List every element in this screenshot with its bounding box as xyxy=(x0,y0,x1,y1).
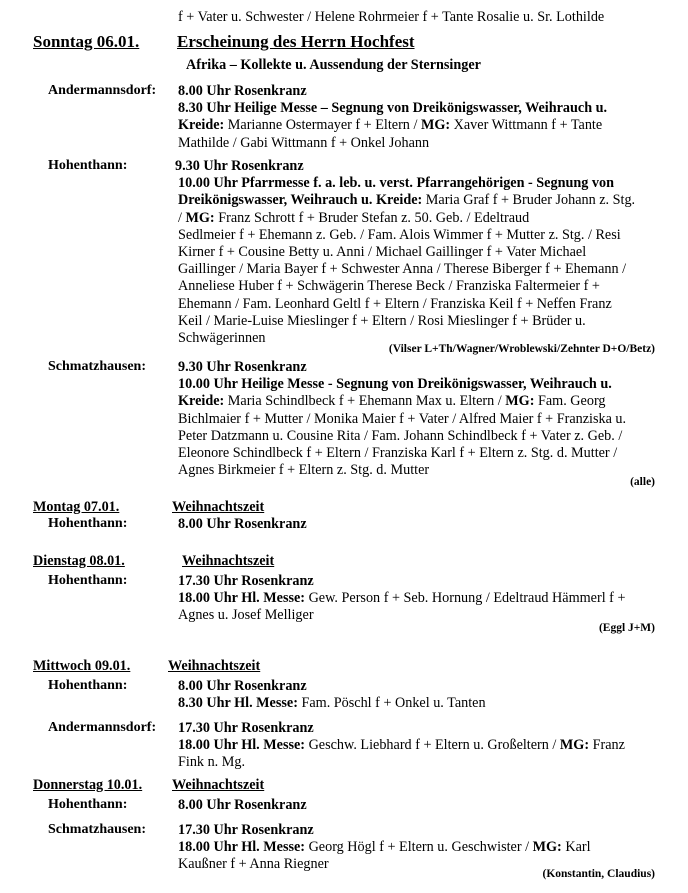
place-hohenthann: Hohenthann: xyxy=(48,158,128,173)
place-hohenthann: Hohenthann: xyxy=(48,678,128,693)
text-line xyxy=(178,135,658,152)
text-line xyxy=(178,590,658,607)
text-line xyxy=(178,393,658,410)
mass-text xyxy=(178,100,658,152)
text-segment: Agnes Birkmeier f + Eltern z. Stg. d. Mutter xyxy=(178,462,430,479)
text-segment: MG: xyxy=(185,209,219,226)
text-segment: Ehemann / Fam. Leonhard Geltl f + Eltern / Franziska Keil f + Neffen Franz xyxy=(178,295,612,312)
text-segment: 8.30 Uhr Heilige Messe – Segnung von Dreikönigswasser, Weihrauch u. xyxy=(178,100,608,117)
rosary-time: 9.30 Uhr Rosenkranz xyxy=(178,359,307,375)
mass-text xyxy=(178,590,658,624)
text-segment: Bichlmaier f + Mutter / Monika Maier f + Vater / Alfred Maier f + Franziska u. xyxy=(178,410,627,427)
text-line xyxy=(178,737,658,754)
text-segment: 10.00 Uhr Pfarrmesse f. a. leb. u. verst. Pfarrangehörigen - Segnung von xyxy=(178,175,614,192)
text-segment: Anneliese Huber f + Schwägerin Therese Beck / Franziska Faltermeier f + xyxy=(178,278,600,295)
text-line xyxy=(178,261,655,278)
day-heading-monday: Montag 07.01. xyxy=(33,499,120,515)
text-line xyxy=(178,296,655,313)
schedule-hohenthann-sunday xyxy=(175,158,655,347)
text-line xyxy=(178,839,658,856)
season-wednesday: Weihnachtszeit xyxy=(168,658,261,674)
rosary-time: 8.00 Uhr Rosenkranz xyxy=(178,797,307,813)
text-segment: / xyxy=(178,209,186,226)
text-line xyxy=(178,192,655,209)
mass-text xyxy=(178,376,658,479)
text-segment: Maria Graf f + Bruder Johann z. Stg. xyxy=(425,192,636,209)
season-monday: Weihnachtszeit xyxy=(172,499,265,515)
text-line xyxy=(178,462,658,479)
signature-tuesday: (Eggl J+M) xyxy=(598,622,655,634)
text-segment: 18.00 Uhr Hl. Messe: xyxy=(178,737,309,754)
text-segment: Fink n. Mg. xyxy=(178,754,246,771)
text-segment: Geschw. Liebhard f + Eltern u. Großeltern / xyxy=(308,737,560,754)
text-segment: 8.30 Uhr Hl. Messe: xyxy=(178,695,302,712)
text-segment: Peter Datzmann u. Cousine Rita / Fam. Johann Schindlbeck f + Vater z. Geb. / xyxy=(178,427,623,444)
rosary-time: 17.30 Uhr Rosenkranz xyxy=(178,720,314,736)
text-segment: Eleonore Schindlbeck f + Eltern / Franziska Karl f + Eltern z. Stg. d. Mutter / xyxy=(178,445,618,462)
text-segment: Kaußner f + Anna Riegner xyxy=(178,856,329,873)
signature-thursday: (Konstantin, Claudius) xyxy=(542,868,655,880)
text-line xyxy=(178,244,655,261)
rosary-time: 9.30 Uhr Rosenkranz xyxy=(175,158,304,174)
text-line xyxy=(178,607,658,624)
place-andermannsdorf: Andermannsdorf: xyxy=(48,83,157,98)
text-segment: Dreikönigswasser, Weihrauch u. Kreide: xyxy=(178,192,426,209)
day-heading-thursday: Donnerstag 10.01. xyxy=(33,777,143,793)
text-line xyxy=(178,754,658,771)
text-line xyxy=(178,376,658,393)
day-heading-tuesday: Dienstag 08.01. xyxy=(33,553,125,569)
text-segment: Gew. Person f + Seb. Hornung / Edeltraud Hämmerl f + xyxy=(308,590,626,607)
mass-text xyxy=(178,175,655,347)
rosary-time: 8.00 Uhr Rosenkranz xyxy=(178,678,307,694)
text-segment: 18.00 Uhr Hl. Messe: xyxy=(178,590,309,607)
season-tuesday: Weihnachtszeit xyxy=(182,553,275,569)
text-segment: Agnes u. Josef Melliger xyxy=(178,607,314,624)
schedule-schmatzhausen-thursday xyxy=(178,822,658,874)
text-segment: Xaver Wittmann f + Tante xyxy=(453,117,603,134)
text-segment: Karl xyxy=(565,839,591,856)
day-heading-sunday: Sonntag 06.01. xyxy=(33,32,140,51)
schedule-hohenthann-monday xyxy=(178,516,658,533)
text-segment: MG: xyxy=(559,737,593,754)
schedule-hohenthann-wednesday xyxy=(178,678,658,712)
place-andermannsdorf: Andermannsdorf: xyxy=(48,720,157,735)
signature-schmatzhausen: (alle) xyxy=(630,476,655,488)
text-line xyxy=(178,117,658,134)
text-segment: Marianne Ostermayer f + Eltern / xyxy=(227,117,421,134)
text-segment: MG: xyxy=(420,117,454,134)
text-segment: MG: xyxy=(532,839,566,856)
text-line xyxy=(178,445,658,462)
text-segment: Schwägerinnen xyxy=(178,330,266,347)
text-line xyxy=(178,411,658,428)
text-segment: Kreide: xyxy=(178,117,228,134)
rosary-time: 8.00 Uhr Rosenkranz xyxy=(178,516,307,532)
text-segment: 18.00 Uhr Hl. Messe: xyxy=(178,839,309,856)
text-segment: Maria Schindlbeck f + Ehemann Max u. Eltern / xyxy=(227,393,506,410)
rosary-time: 17.30 Uhr Rosenkranz xyxy=(178,573,314,589)
schedule-andermannsdorf-sunday xyxy=(178,83,658,152)
place-hohenthann: Hohenthann: xyxy=(48,516,128,531)
text-segment: Franz Schrott f + Bruder Stefan z. 50. Geb. / Edeltraud xyxy=(218,209,530,226)
text-segment: Franz xyxy=(592,737,625,754)
text-segment: 10.00 Uhr Heilige Messe - Segnung von Dreikönigswasser, Weihrauch u. xyxy=(178,376,612,393)
schedule-andermannsdorf-wednesday xyxy=(178,720,658,772)
text-segment: Sedlmeier f + Ehemann z. Geb. / Fam. Alois Wimmer f + Mutter z. Stg. / Resi xyxy=(178,226,621,243)
text-line xyxy=(178,227,655,244)
text-segment: Gaillinger / Maria Bayer f + Schwester Anna / Therese Biberger f + Ehemann / xyxy=(178,261,627,278)
day-heading-wednesday: Mittwoch 09.01. xyxy=(33,658,131,674)
rosary-time: 8.00 Uhr Rosenkranz xyxy=(178,83,307,99)
text-line xyxy=(178,313,655,330)
schedule-hohenthann-tuesday xyxy=(178,573,658,625)
text-line xyxy=(178,428,658,445)
text-line xyxy=(178,100,658,117)
text-line xyxy=(178,210,655,227)
text-segment: Mathilde / Gabi Wittmann f + Onkel Johann xyxy=(178,134,430,151)
text-line xyxy=(178,175,655,192)
signature-hohenthann: (Vilser L+Th/Wagner/Wroblewski/Zehnter D+O/Betz) xyxy=(388,343,655,355)
place-hohenthann: Hohenthann: xyxy=(48,573,128,588)
collection-subtitle: Afrika – Kollekte u. Aussendung der Sternsinger xyxy=(186,57,481,73)
continuation-line: f + Vater u. Schwester / Helene Rohrmeier f + Tante Rosalie u. Sr. Lothilde xyxy=(178,9,605,25)
text-line xyxy=(178,695,658,712)
mass-text xyxy=(178,737,658,771)
feast-title: Erscheinung des Herrn Hochfest xyxy=(177,32,415,51)
text-segment: Keil / Marie-Luise Mieslinger f + Eltern / Rosi Mieslinger f + Brüder u. xyxy=(178,312,586,329)
mass-text xyxy=(178,695,658,712)
text-segment: Kirner f + Cousine Betty u. Anni / Michael Gaillinger f + Vater Michael xyxy=(178,244,587,261)
season-thursday: Weihnachtszeit xyxy=(172,777,265,793)
text-segment: Kreide: xyxy=(178,393,228,410)
text-segment: Fam. Pöschl f + Onkel u. Tanten xyxy=(301,695,486,712)
schedule-schmatzhausen-sunday xyxy=(178,359,658,479)
place-schmatzhausen: Schmatzhausen: xyxy=(48,359,147,374)
text-segment: Fam. Georg xyxy=(537,393,606,410)
place-schmatzhausen: Schmatzhausen: xyxy=(48,822,147,837)
place-hohenthann: Hohenthann: xyxy=(48,797,128,812)
text-segment: Georg Högl f + Eltern u. Geschwister / xyxy=(308,839,533,856)
text-line xyxy=(178,278,655,295)
schedule-hohenthann-thursday xyxy=(178,797,658,814)
text-segment: MG: xyxy=(505,393,538,410)
rosary-time: 17.30 Uhr Rosenkranz xyxy=(178,822,314,838)
